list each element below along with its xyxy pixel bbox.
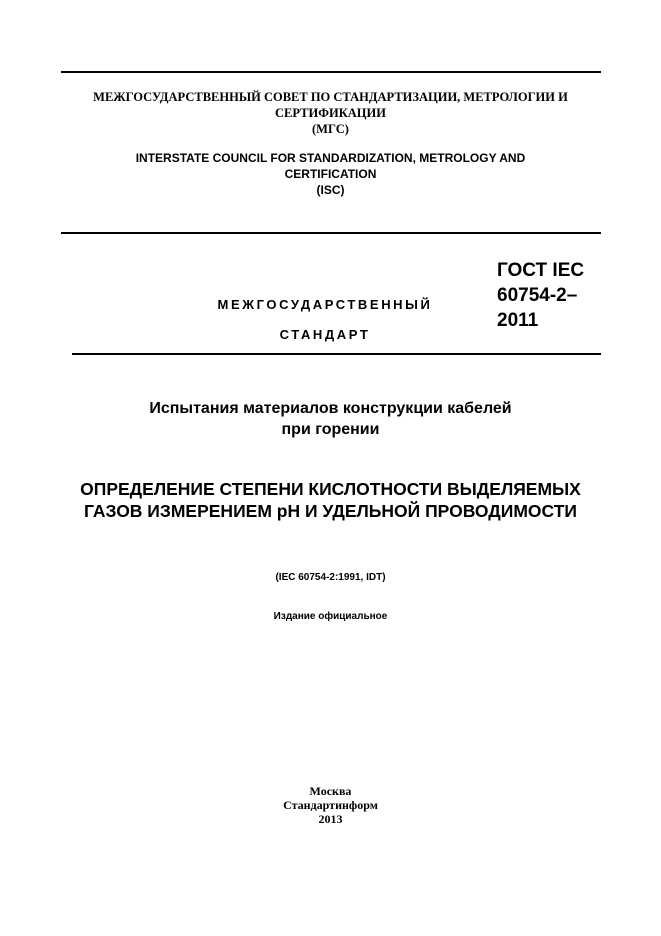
lower-rule xyxy=(72,353,601,355)
title-general-line1: Испытания материалов конструкции кабелей xyxy=(149,400,512,417)
imprint-year: 2013 xyxy=(318,812,343,826)
council-ru-abbr: (МГС) xyxy=(312,122,349,136)
designation-line2: 60754-2– xyxy=(497,285,578,306)
council-en-abbr: (ISC) xyxy=(316,183,345,197)
council-ru xyxy=(0,89,661,137)
imprint-city: Москва xyxy=(309,784,352,798)
designation-line1: ГОСТ IEC xyxy=(497,260,585,281)
designation-line3: 2011 xyxy=(497,310,539,331)
middle-rule xyxy=(61,232,601,234)
standard-type-line2: СТАНДАРТ xyxy=(279,327,371,342)
standard-designation xyxy=(497,258,584,333)
top-rule xyxy=(61,71,601,73)
international-reference: (IEC 60754-2:1991, IDT) xyxy=(275,572,386,583)
council-en-line1: INTERSTATE COUNCIL FOR STANDARDIZATION, METROLOGY AND xyxy=(135,151,526,165)
imprint-publisher: Стандартинформ xyxy=(283,798,378,812)
council-en xyxy=(0,150,661,198)
imprint xyxy=(0,784,661,826)
council-ru-line1: МЕЖГОСУДАРСТВЕННЫЙ СОВЕТ ПО СТАНДАРТИЗАЦИИ, МЕТРОЛОГИИ И xyxy=(93,90,568,104)
council-ru-line2: СЕРТИФИКАЦИИ xyxy=(275,106,386,120)
title-main xyxy=(0,478,661,522)
title-general-line2: при горении xyxy=(281,421,380,438)
title-general xyxy=(0,398,661,440)
title-main-line1: ОПРЕДЕЛЕНИЕ СТЕПЕНИ КИСЛОТНОСТИ ВЫДЕЛЯЕМЫХ xyxy=(80,479,581,499)
title-main-line2: ГАЗОВ ИЗМЕРЕНИЕМ pH И УДЕЛЬНОЙ ПРОВОДИМОСТИ xyxy=(84,501,577,521)
edition-label: Издание официальное xyxy=(273,611,388,622)
standard-type-line1: МЕЖГОСУДАРСТВЕННЫЙ xyxy=(217,297,433,312)
council-en-line2: CERTIFICATION xyxy=(284,167,377,181)
standard-type xyxy=(190,290,460,350)
